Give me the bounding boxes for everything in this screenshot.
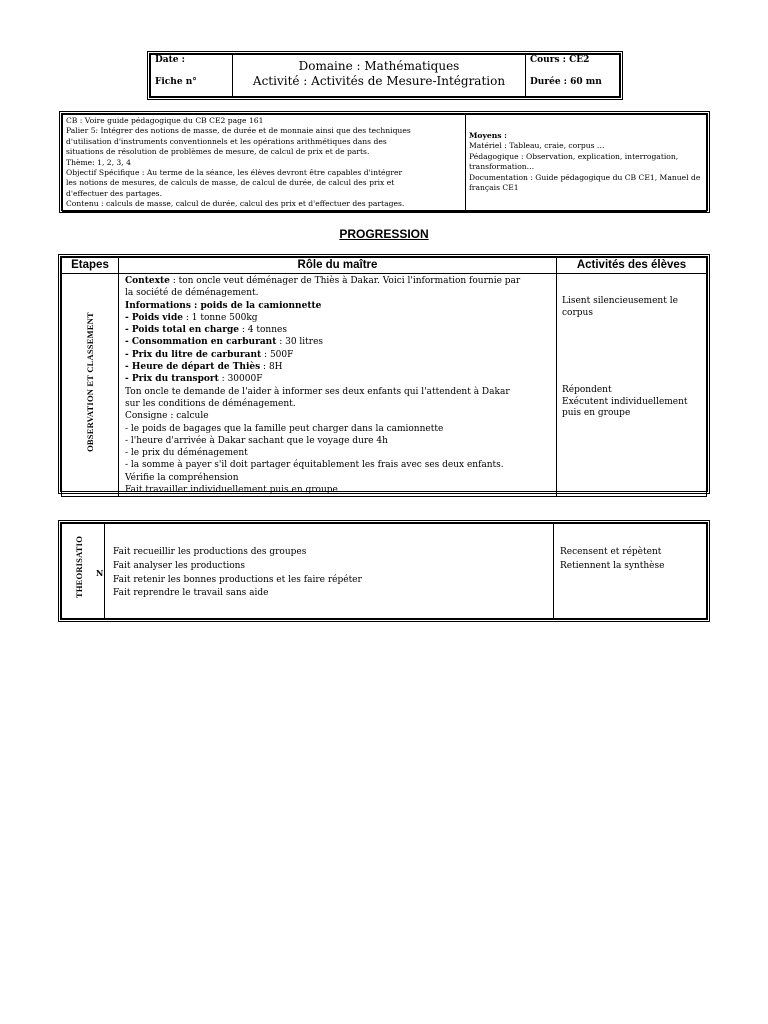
lesson-header [147, 51, 623, 100]
role-line-text: la société de déménagement. [125, 288, 259, 299]
role-line [125, 336, 556, 348]
duration-label: Durée : 60 mn [530, 77, 602, 87]
role-line [125, 324, 556, 336]
activity-line: Recensent et répètent [560, 547, 662, 557]
role-line [125, 361, 556, 373]
activities-cell [554, 524, 707, 619]
objective-line: Objectif Spécifique : Au terme de la séance, les élèves devront être capables d'intégrer [66, 168, 403, 178]
role-line [125, 312, 556, 324]
role-line-bold: - Prix du litre de carburant [125, 349, 262, 360]
role-line-text: : 30000F [218, 374, 263, 385]
progression-table [58, 254, 710, 494]
theme-line: Thème: 1, 2, 3, 4 [66, 157, 131, 167]
activity-line: Répondent [562, 385, 612, 395]
fiche-label: Fiche n° [155, 77, 197, 87]
role-line-text: : 8H [260, 362, 283, 373]
role-cell [105, 524, 554, 619]
role-line-text: : 1 tonne 500kg [182, 312, 258, 323]
role-lines [125, 275, 556, 496]
activity-line: Lisent silencieusement le [562, 296, 678, 306]
palier-line: Palier 5: Intégrer des notions de masse, de durée et de monnaie ainsi que des techniques [66, 126, 411, 136]
stage-label: THEORISATIO [74, 535, 84, 599]
role-line-text: - l'heure d'arrivée à Dakar sachant que le voyage dure 4h [125, 435, 388, 446]
cb-line: CB : Voire guide pédagogique du CB CE2 page 161 [66, 116, 264, 125]
activity-line: puis en groupe [562, 408, 631, 418]
objective-line-2: les notions de mesures, de calculs de masse, de calcul de durée, de calcul des prix et [66, 178, 395, 188]
role-line [125, 484, 556, 496]
role-line-bold: - Poids total en charge [125, 325, 240, 336]
role-line-text: : ton oncle veut déménager de Thiès à Dakar. Voici l'information fournie par [169, 276, 521, 286]
stage-label: OBSERVATION ET CLASSEMENT [85, 312, 95, 452]
role-line-bold: - Heure de départ de Thiès [125, 362, 261, 373]
role-line [125, 398, 556, 410]
palier-line-3: situations de résolution de problèmes de mesure, de calcul de prix et de parts. [66, 147, 370, 157]
activities-cell [557, 274, 707, 497]
role-line [125, 275, 556, 287]
domain-cell [233, 55, 526, 97]
role-line [125, 287, 556, 299]
role-line-text: - la somme à payer s'il doit partager équitablement les frais avec ses deux enfants. [125, 460, 504, 471]
role-line-bold: - Consommation en carburant [125, 337, 277, 348]
role-line [125, 386, 556, 398]
course-label: Cours : CE2 [530, 55, 590, 65]
col-header-role: Rôle du maître [119, 258, 557, 274]
domain-title: Domaine : Mathématiques [298, 59, 460, 73]
role-line-text: sur les conditions de déménagement. [125, 398, 296, 409]
role-line-text: Fait travailler individuellement puis en groupe [125, 485, 338, 496]
role-line-bold: - Prix du transport [125, 374, 219, 385]
stage-label-suffix: N [96, 568, 104, 578]
stage-cell [62, 524, 105, 619]
competence-box [59, 111, 710, 213]
course-cell [526, 55, 620, 97]
means-label: Moyens : [469, 131, 507, 140]
role-line [125, 435, 556, 447]
role-line [125, 373, 556, 385]
date-label: Date : [155, 55, 185, 65]
activity-title: Activité : Activités de Mesure-Intégration [252, 74, 506, 88]
role-line: Fait retenir les bonnes productions et les faire répéter [113, 574, 362, 585]
activity-line: Exécutent individuellement [562, 396, 688, 407]
role-line: Fait recueillir les productions des groupes [113, 547, 307, 557]
means-details [466, 115, 707, 212]
role-line-text: Consigne : calcule [125, 411, 209, 422]
role-line-text: - le poids de bagages que la famille peut charger dans la camionnette [125, 423, 444, 434]
role-line-text: Vérifie la compréhension [125, 472, 239, 483]
role-cell [119, 274, 557, 497]
palier-line-2: d'utilisation d'instruments conventionnels et les opérations arithmétiques dans des [66, 136, 387, 146]
role-line-text: : 30 litres [276, 337, 324, 348]
role-line [125, 447, 556, 459]
content-line: Contenu : calculs de masse, calcul de durée, calcul des prix et d'effectuer des partages. [66, 199, 405, 209]
col-header-etapes: Etapes [62, 258, 119, 274]
role-line [125, 472, 556, 484]
activity-line: Retiennent la synthèse [560, 560, 665, 571]
progression-title: PROGRESSION [339, 227, 429, 241]
material-line: Matériel : Tableau, craie, corpus … [469, 141, 605, 151]
role-line [125, 459, 556, 471]
col-header-activities: Activités des élèves [557, 258, 707, 274]
role-line-text: : 4 tonnes [239, 325, 287, 336]
theorisation-table [58, 520, 710, 622]
role-line-text: : 500F [261, 349, 294, 360]
role-line-text: Ton oncle te demande de l'aider à informer ses deux enfants qui l'attendent à Dakar [125, 386, 510, 397]
role-line [125, 300, 556, 312]
competence-details [63, 115, 466, 212]
role-line [125, 410, 556, 422]
role-line: Fait reprendre le travail sans aide [113, 588, 269, 599]
role-line-text: - le prix du déménagement [125, 448, 248, 459]
role-line [125, 423, 556, 435]
role-line [125, 349, 556, 361]
role-line-bold: Contexte [125, 276, 170, 286]
role-line: Fait analyser les productions [113, 560, 246, 571]
role-line-bold: - Poids vide [125, 312, 183, 323]
table-header-row [62, 258, 707, 274]
pedagogy-line: Pédagogique : Observation, explication, interrogation, transformation… [469, 151, 679, 172]
role-line-bold: Informations : poids de la camionnette [125, 300, 322, 311]
documentation-line: Documentation : Guide pédagogique du CB CE1, Manuel de français CE1 [469, 172, 701, 193]
table-row [62, 274, 707, 497]
stage-cell [62, 274, 119, 497]
activity-line: corpus [562, 307, 593, 318]
table-row [62, 524, 707, 619]
objective-line-3: d'effectuer des partages. [66, 188, 162, 198]
date-fiche-cell [151, 55, 233, 97]
